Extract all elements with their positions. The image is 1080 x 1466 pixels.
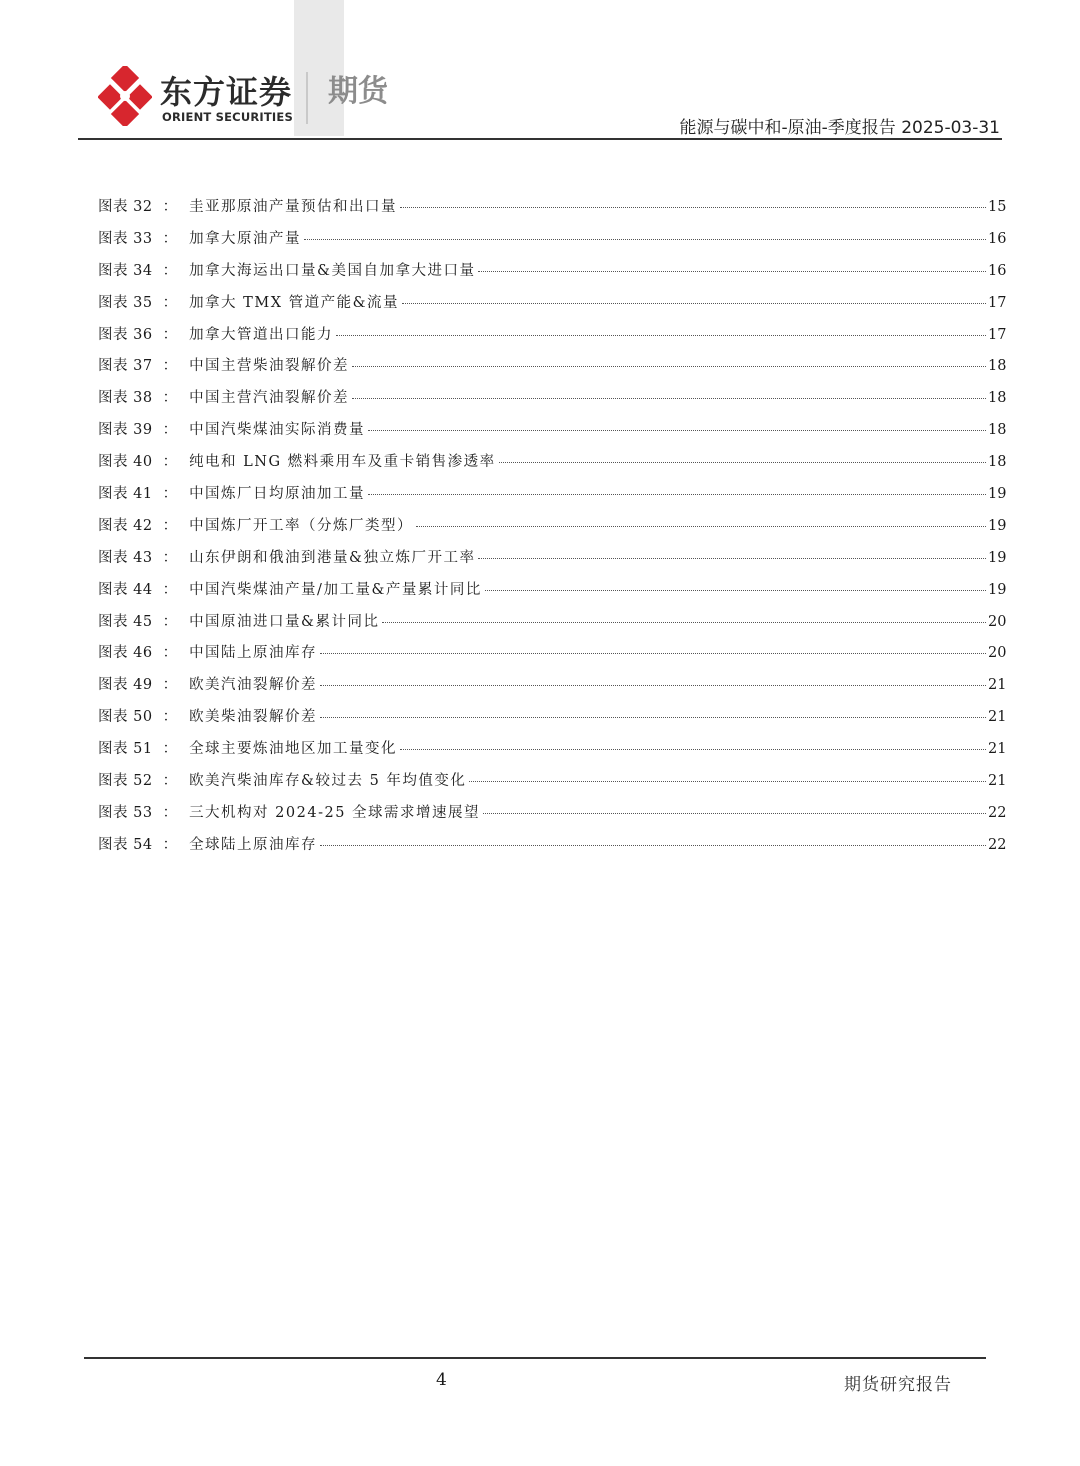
toc-leader-dots	[320, 717, 986, 718]
toc-entry-label: 图表 53	[98, 804, 153, 821]
toc-entry[interactable]	[98, 833, 1007, 865]
toc-leader-dots	[304, 239, 986, 240]
toc-entry[interactable]	[98, 610, 1007, 642]
toc-entry-label: 图表 39	[98, 422, 153, 439]
toc-entry[interactable]	[98, 450, 1007, 482]
toc-entry-title: 中国主营汽油裂解价差	[189, 390, 350, 407]
toc-entry-colon: ：	[162, 358, 178, 375]
toc-entry-label: 图表 38	[98, 390, 153, 407]
toc-entry-title: 圭亚那原油产量预估和出口量	[189, 199, 398, 215]
toc-entry-label: 图表 45	[98, 613, 153, 630]
toc-entry-page: 19	[988, 486, 1007, 503]
toc-entry-page: 21	[988, 709, 1007, 726]
toc-entry[interactable]	[98, 354, 1007, 386]
toc-entry-page: 18	[988, 390, 1007, 407]
toc-entry-title: 中国炼厂开工率（分炼厂类型）	[189, 517, 414, 534]
toc-leader-dots	[485, 590, 986, 591]
toc-entry-title: 欧美汽柴油库存&较过去 5 年均值变化	[189, 773, 467, 790]
toc-entry-title: 山东伊朗和俄油到港量&独立炼厂开工率	[189, 549, 476, 566]
toc-entry-colon: ：	[162, 677, 178, 694]
toc-entry[interactable]	[98, 705, 1007, 737]
toc-entry-page: 20	[988, 613, 1007, 630]
toc-entry-colon: ：	[162, 549, 178, 566]
toc-entry-colon: ：	[162, 262, 178, 279]
toc-entry-colon: ：	[162, 645, 178, 662]
toc-entry-label: 图表 36	[98, 326, 153, 343]
toc-entry-label: 图表 44	[98, 581, 153, 598]
toc-entry[interactable]	[98, 482, 1007, 514]
toc-entry-colon: ：	[162, 581, 178, 598]
toc-entry-colon: ：	[162, 199, 178, 215]
toc-leader-dots	[478, 271, 986, 272]
toc-entry-title: 欧美汽油裂解价差	[189, 677, 318, 694]
toc-entry[interactable]	[98, 259, 1007, 291]
toc-entry-title: 加拿大 TMX 管道产能&流量	[189, 294, 400, 311]
toc-entry-colon: ：	[162, 517, 178, 534]
toc-entry-title: 加拿大海运出口量&美国自加拿大进口量	[189, 262, 476, 279]
toc-entry-title: 中国炼厂日均原油加工量	[189, 486, 366, 503]
toc-entry[interactable]	[98, 514, 1007, 546]
toc-entry-colon: ：	[162, 230, 178, 247]
toc-entry-title: 加拿大管道出口能力	[189, 326, 334, 343]
toc-entry-colon: ：	[162, 390, 178, 407]
toc-entry-title: 中国陆上原油库存	[189, 645, 318, 662]
toc-entry-label: 图表 52	[98, 773, 153, 790]
toc-entry-page: 16	[988, 230, 1007, 247]
toc-entry-page: 20	[988, 645, 1007, 662]
toc-leader-dots	[416, 526, 986, 527]
toc-entry-page: 21	[988, 773, 1007, 790]
toc-entry-label: 图表 33	[98, 230, 153, 247]
toc-entry-label: 图表 51	[98, 741, 153, 758]
toc-entry-colon: ：	[162, 804, 178, 821]
toc-entry-page: 17	[988, 294, 1007, 311]
toc-leader-dots	[402, 303, 986, 304]
toc-leader-dots	[400, 207, 986, 208]
toc-entry-page: 17	[988, 326, 1007, 343]
toc-entry[interactable]	[98, 546, 1007, 578]
toc-leader-dots	[320, 845, 986, 846]
toc-leader-dots	[320, 685, 986, 686]
orient-securities-logo-icon	[98, 66, 152, 126]
toc-entry[interactable]	[98, 801, 1007, 833]
toc-entry-label: 图表 41	[98, 486, 153, 503]
toc-leader-dots	[400, 749, 986, 750]
toc-leader-dots	[499, 462, 986, 463]
brand-name-cn: 东方证券	[160, 73, 293, 111]
toc-entry-colon: ：	[162, 454, 178, 471]
toc-entry[interactable]	[98, 418, 1007, 450]
toc-entry-page: 18	[988, 358, 1007, 375]
toc-entry-label: 图表 40	[98, 454, 153, 471]
toc-entry-title: 中国主营柴油裂解价差	[189, 358, 350, 375]
toc-leader-dots	[336, 335, 986, 336]
toc-entry-colon: ：	[162, 486, 178, 503]
toc-entry-label: 图表 49	[98, 677, 153, 694]
toc-entry-colon: ：	[162, 422, 178, 439]
toc-entry-colon: ：	[162, 294, 178, 311]
toc-leader-dots	[368, 430, 986, 431]
toc-entry[interactable]	[98, 673, 1007, 705]
toc-entry[interactable]	[98, 323, 1007, 355]
toc-entry[interactable]	[98, 769, 1007, 801]
toc-entry-colon: ：	[162, 741, 178, 758]
page-number: 4	[436, 1370, 447, 1390]
footer-rule	[84, 1357, 986, 1359]
toc-entry-label: 图表 34	[98, 262, 153, 279]
toc-entry-colon: ：	[162, 709, 178, 726]
toc-entry-title: 中国原油进口量&累计同比	[189, 613, 380, 630]
toc-entry-colon: ：	[162, 613, 178, 630]
toc-entry-title: 中国汽柴煤油实际消费量	[189, 422, 366, 439]
toc-entry-label: 图表 43	[98, 549, 153, 566]
toc-entry-label: 图表 32	[98, 199, 153, 215]
toc-entry-page: 21	[988, 677, 1007, 694]
toc-leader-dots	[352, 398, 986, 399]
toc-entry-page: 15	[988, 199, 1007, 215]
toc-entry-title: 加拿大原油产量	[189, 230, 302, 247]
toc-entry-page: 19	[988, 549, 1007, 566]
toc-entry[interactable]	[98, 291, 1007, 323]
toc-entry-label: 图表 54	[98, 836, 153, 853]
header-rule	[78, 138, 1002, 140]
toc-entry-page: 19	[988, 517, 1007, 534]
toc-entry-colon: ：	[162, 773, 178, 790]
toc-entry-page: 18	[988, 454, 1007, 471]
toc-entry-page: 22	[988, 836, 1007, 853]
toc-leader-dots	[368, 494, 986, 495]
toc-entry-label: 图表 42	[98, 517, 153, 534]
toc-entry-title: 全球主要炼油地区加工量变化	[189, 741, 398, 758]
toc-entry-page: 21	[988, 741, 1007, 758]
brand-name-en: ORIENT SECURITIES	[162, 110, 293, 124]
toc-leader-dots	[352, 366, 986, 367]
toc-entry[interactable]	[98, 578, 1007, 610]
toc-leader-dots	[382, 622, 986, 623]
toc-entry[interactable]	[98, 227, 1007, 259]
toc-entry[interactable]	[98, 386, 1007, 418]
toc-entry-colon: ：	[162, 326, 178, 343]
report-title: 能源与碳中和-原油-季度报告 2025-03-31	[679, 118, 1000, 138]
toc-leader-dots	[469, 781, 986, 782]
toc-entry-title: 纯电和 LNG 燃料乘用车及重卡销售渗透率	[189, 454, 496, 471]
footer-label: 期货研究报告	[844, 1375, 952, 1395]
toc-entry-title: 欧美柴油裂解价差	[189, 709, 318, 726]
figure-index-list	[98, 195, 1007, 865]
toc-entry-label: 图表 35	[98, 294, 153, 311]
toc-leader-dots	[483, 813, 986, 814]
brand-divider	[306, 72, 308, 124]
toc-leader-dots	[320, 653, 986, 654]
header-grey-bar	[294, 0, 344, 136]
toc-entry-title: 中国汽柴煤油产量/加工量&产量累计同比	[189, 581, 482, 598]
toc-entry-page: 19	[988, 581, 1007, 598]
toc-entry[interactable]	[98, 641, 1007, 673]
toc-entry-label: 图表 46	[98, 645, 153, 662]
toc-entry-page: 18	[988, 422, 1007, 439]
toc-entry-page: 22	[988, 804, 1007, 821]
brand-subtitle: 期货	[328, 74, 388, 109]
toc-leader-dots	[478, 558, 986, 559]
toc-entry-title: 全球陆上原油库存	[189, 836, 318, 853]
toc-entry-title: 三大机构对 2024-25 全球需求增速展望	[189, 804, 481, 821]
toc-entry[interactable]	[98, 737, 1007, 769]
toc-entry-page: 16	[988, 262, 1007, 279]
toc-entry-label: 图表 37	[98, 358, 153, 375]
toc-entry[interactable]	[98, 195, 1007, 227]
toc-entry-label: 图表 50	[98, 709, 153, 726]
toc-entry-colon: ：	[162, 836, 178, 853]
